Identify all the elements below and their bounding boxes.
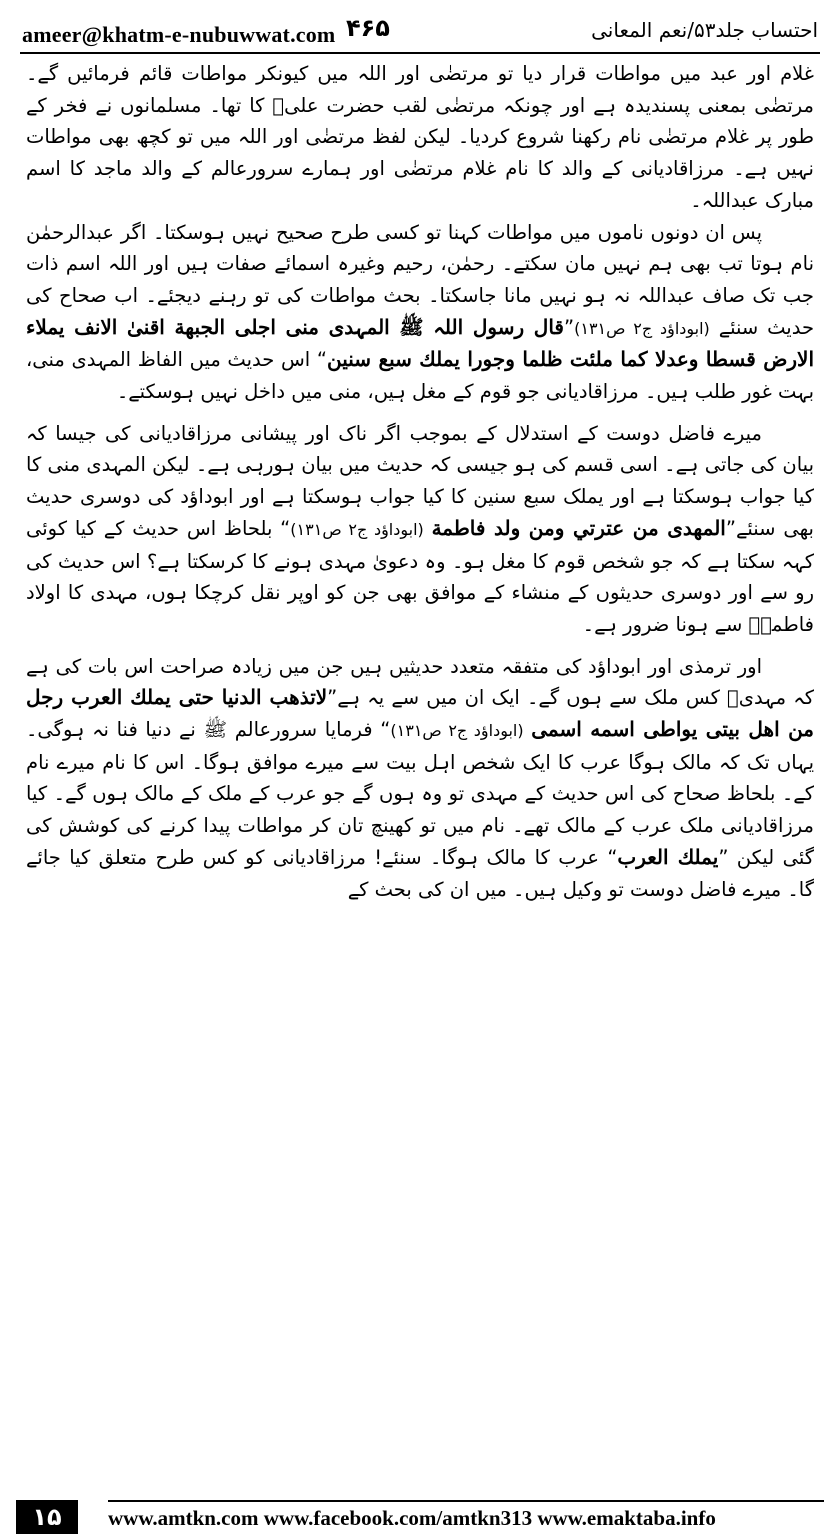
- paragraph-4-text: اور ترمذی اور ابوداؤد کی متفقہ متعدد حدیثیں ہیں جن میں زیادہ صراحت اس بات کی ہے کہ مہدیؑ کس ملک سے ہوں گے۔ ایک ان میں سے یہ ہے: [26, 654, 814, 710]
- hadith-3-quote-open: ”: [327, 686, 338, 710]
- page-body: [26, 58, 814, 1474]
- paragraph-1: غلام اور عبد میں مواطات قرار دیا تو مرتضٰی اور اللہ میں کیونکر مواطات قائم فرمائیں گے۔ مرتضٰی بمعنی پسندیدہ ہے اور چونکہ مرتضٰی لقب حضرت علیؓ کا تھا۔ مسلمانوں نے فخر کے طور پر غلام مرتضٰی نام رکھنا شروع کردیا۔ لیکن لفظ مرتضٰی اور اللہ میں تو کچھ بھی مواطات نہیں ہے۔ مرزاقادیانی کے والد کا نام غلام مرتضٰی اور ہمارے سرورعالم کے والد ماجد کا اسم مبارک عبداللہ۔: [26, 62, 814, 212]
- hadith-1-quote-open: ”: [563, 315, 575, 339]
- hadith-3-commentary-2: عرب کا مالک ہوگا۔ سنئے! مرزاقادیانی کو کس طرح متعلق کیا جائے گا۔ میرے فاضل دوست تو وکیل ہیں۔ میں ان کی بحث کے: [26, 845, 814, 901]
- hadith-2-quote-open: ”: [725, 516, 736, 540]
- hadith-2-reference: (ابوداؤد ج۲ ص۱۳۱): [290, 519, 424, 539]
- hadith-3-arabic-2: یملك العرب: [617, 844, 719, 869]
- header-rule: [20, 52, 820, 54]
- hadith-1-commentary: اس حدیث میں الفاظ المہدی منی، بہت غور طلب ہیں۔ مرزاقادیانی جو قوم کے مغل ہیں، منی میں داخل نہیں ہوسکتے۔: [26, 348, 814, 404]
- footer-page-number: ۱۵: [16, 1500, 78, 1534]
- hadith-3-arabic: لاتذهب الدنیا حتی یملك العرب رجل من اهل بیتی یواطی اسمه اسمی: [26, 685, 814, 742]
- hadith-3-quote-close: “: [380, 718, 391, 742]
- paragraph-4: [26, 651, 814, 906]
- footer-rule: [108, 1500, 824, 1502]
- page-header: [22, 8, 818, 50]
- hadith-2-quote-close: “: [280, 516, 291, 540]
- page-footer: [16, 1500, 824, 1534]
- hadith-3-commentary: فرمایا سرورعالم ﷺ نے دنیا فنا نہ ہوگی۔ یہاں تک کہ مالک ہوگا عرب کا ایک شخص اہل بیت سے میرے موافق ہوگا۔ اس کا نام میرے نام کے۔ بلحاظ صحاح کی اس حدیث کے مہدی تو وہ ہوں گے جو عرب کے ملک کے مالک ہوں گے۔ کیا مرزاقادیانی ملک عرب کے مالک تھے۔ نام میں تو کھینچ تان کر مواطات پیدا کرنے کی کوشش کی گئی لیکن: [26, 718, 814, 869]
- hadith-1-quote-close: “: [316, 348, 327, 372]
- hadith-3-quote-close-2: “: [607, 845, 618, 869]
- hadith-3-reference: (ابوداؤد ج۲ ص۱۳۱): [390, 721, 524, 741]
- hadith-2-commentary: بلحاظ اس حدیث کے کیا کوئی کہہ سکتا ہے کہ جو شخص قوم کا مغل ہو۔ وہ دعویٰ مہدی ہونے کا کرسکتا ہے؟ اس حدیث کی رو سے اور دوسری حدیثوں کے منشاء کے موافق بھی جن کو اوپر نقل کرچکا ہوں، مہدی کا اولاد فاطمہؓ سے ہونا ضرور ہے۔: [26, 516, 814, 636]
- paragraph-2: [26, 217, 814, 408]
- footer-urls: www.amtkn.com www.facebook.com/amtkn313 www.emaktaba.info: [108, 1506, 716, 1530]
- hadith-1-arabic: قال رسول اللہ ﷺ المہدی منی اجلی الجبهة اقنیٰ الانف یملاء الارض قسطا وعدلا کما ملئت ظلما وجورا یملك سبع سنین: [26, 314, 814, 372]
- header-book-title: احتساب جلد۵۳/نعم المعانی: [591, 18, 818, 42]
- header-email: ameer@khatm-e-nubuwwat.com: [22, 22, 336, 47]
- hadith-2-arabic: المهدی من عترتي ومن ولد فاطمة: [431, 515, 726, 540]
- paragraph-3-text: میرے فاضل دوست کے استدلال کے بموجب اگر ناک اور پیشانی مرزاقادیانی کی جیسا کہ بیان کی جاتی ہے۔ اسی قسم کی ہو جیسی کہ حدیث میں بیان ہورہی ہے۔ لیکن المہدی منی کا کیا جواب ہوسکتا ہے اور یملک سبع سنین کا کیا جواب ہوسکتا ہے اور ابوداؤد کی دوسری حدیث بھی: [26, 421, 814, 540]
- paragraph-3: [26, 418, 814, 641]
- header-page-number: ۴۶۵: [346, 14, 390, 42]
- hadith-3-quote-open-2: ”: [718, 845, 729, 869]
- hadith-2-lead: سنئے: [735, 516, 776, 540]
- paragraph-2-text: پس ان دونوں ناموں میں مواطات کہنا تو کسی طرح صحیح نہیں ہوسکتا۔ اگر عبدالرحمٰن نام ہوتا تب بھی ہم نہیں مان سکتے۔ رحمٰن، رحیم وغیرہ اسمائے صفات ہیں اور اللہ اسم ذات جب تک صاف عبداللہ نہ ہو نہیں مانا جاسکتا۔ بحث مواطات کی تو رہنے دیجئے۔ اب صحاح کی حدیث سنئے: [26, 220, 814, 339]
- hadith-1-reference: (ابوداؤد ج۲ ص۱۳۱): [574, 318, 710, 338]
